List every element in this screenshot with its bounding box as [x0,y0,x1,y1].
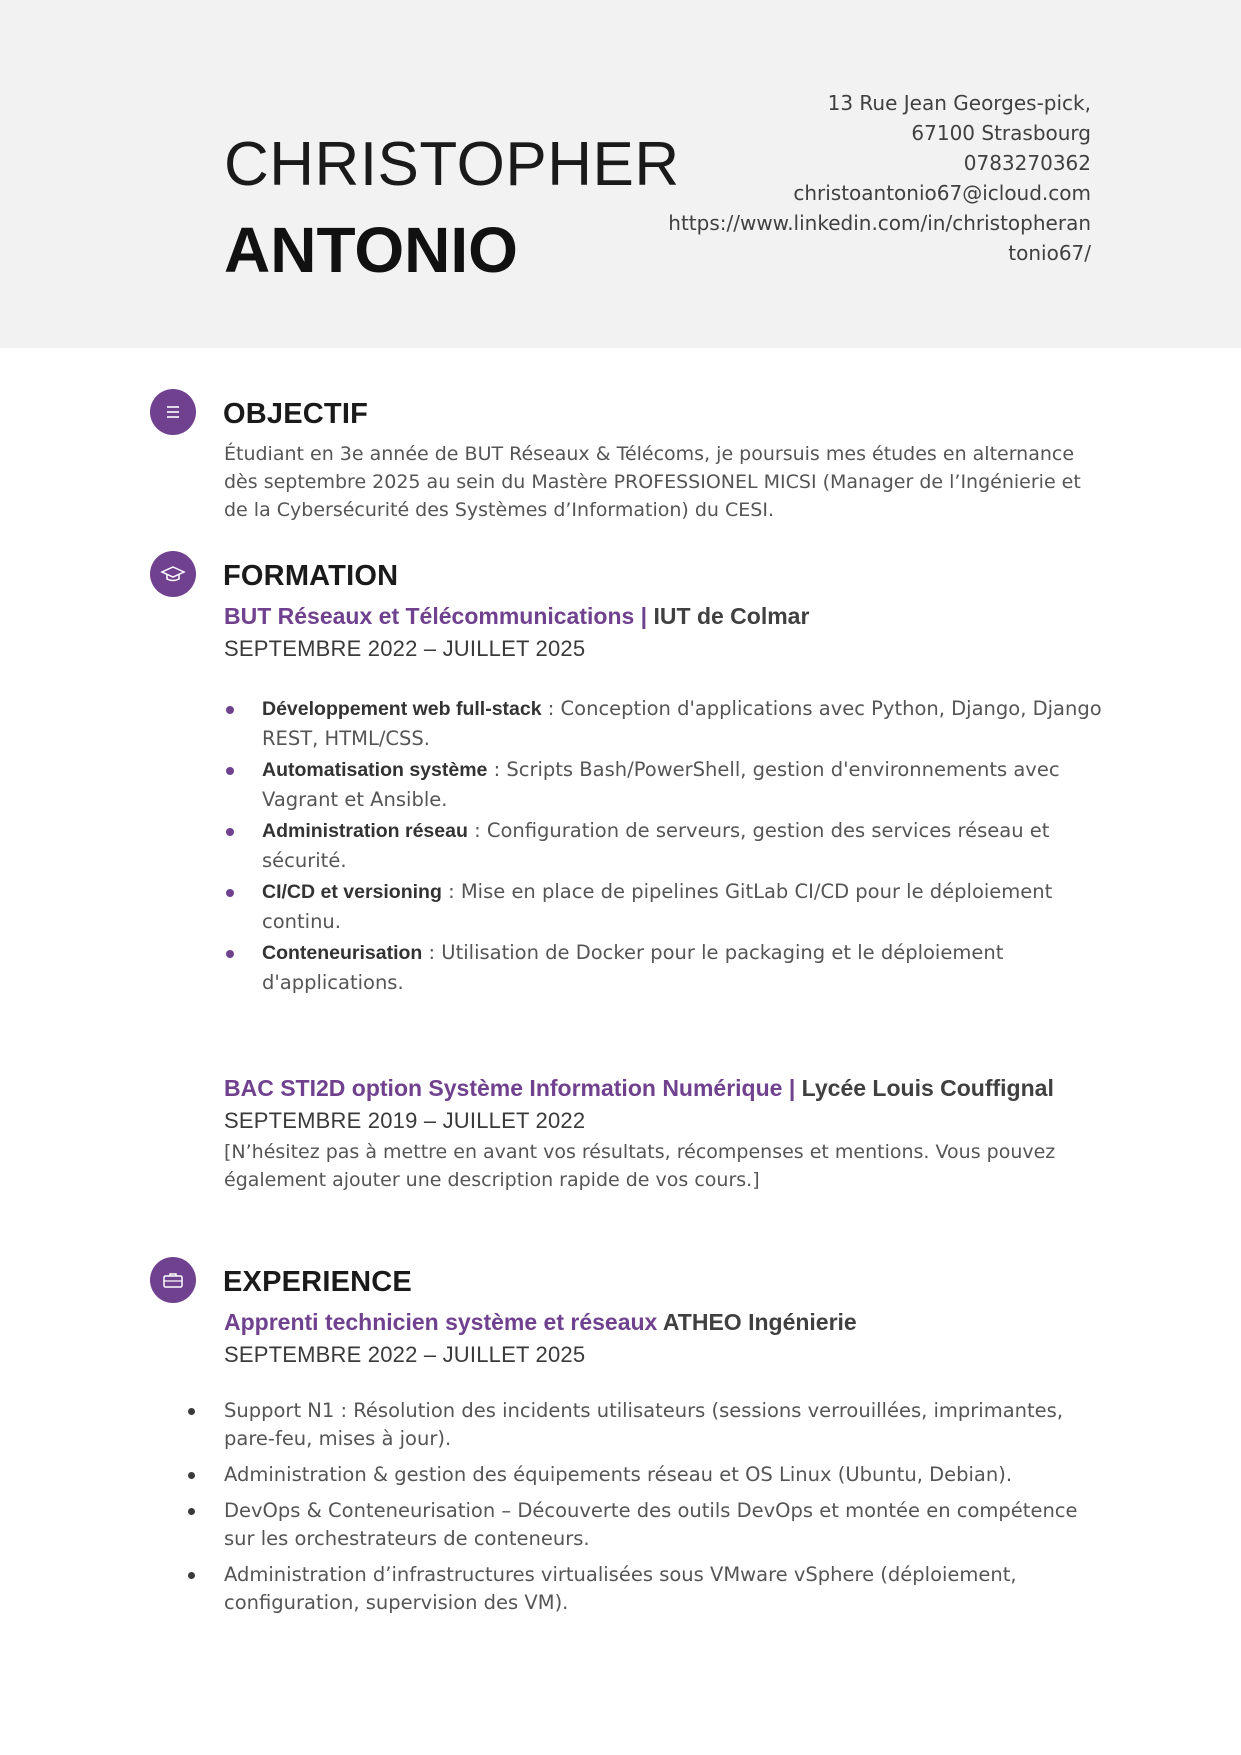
skill-label: Conteneurisation [262,942,423,964]
job-role: Apprenti technicien système et réseaux [224,1309,658,1335]
skill-label: Développement web full-stack [262,698,542,720]
contact-block [631,88,1091,268]
degree-separator: | [634,603,654,629]
list-item [224,938,1104,998]
experience-list [188,1397,1088,1625]
list-item [224,877,1104,937]
linkedin-link-line-2[interactable]: tonio67/ [1008,241,1091,265]
skill-label: Automatisation système [262,759,488,781]
job-heading [224,1309,857,1336]
objectif-text: Étudiant en 3e année de BUT Réseaux & Télécoms, je poursuis mes études en alternance dès septembre 2025 au sein du Mastère PROFESSIONEL MICSI (Manager de l’Ingénierie et de la Cybersécurité des Systèmes d’Information) du CESI. [224,443,1081,521]
skill-label: CI/CD et versioning [262,881,442,903]
degree-description: [N’hésitez pas à mettre en avant vos résultats, récompenses et mentions. Vous pouvez également ajouter une description rapide de vos cours.] [224,1141,1056,1191]
skills-list [224,694,1104,999]
list-item: DevOps & Conteneurisation – Découverte des outils DevOps et montée en compétence sur les orchestrateurs de conteneurs. [188,1497,1088,1553]
school-name: IUT de Colmar [653,603,810,629]
graduation-cap-icon [150,551,196,597]
phone: 0783270362 [963,151,1091,175]
degree-dates: SEPTEMBRE 2022 – JUILLET 2025 [224,636,586,661]
section-title-experience: EXPERIENCE [223,1266,412,1298]
job-dates: SEPTEMBRE 2022 – JUILLET 2025 [224,1342,586,1367]
degree-name: BUT Réseaux et Télécommunications [224,603,635,629]
email-link[interactable]: christoantonio67@icloud.com [793,181,1091,205]
skill-text: : Scripts Bash/PowerShell, gestion d'environnements avec Vagrant et Ansible. [262,758,1060,811]
address-line-1: 13 Rue Jean Georges-pick, [827,91,1091,115]
list-icon [150,389,196,435]
section-title-objectif: OBJECTIF [223,398,368,430]
skill-label: Administration réseau [262,820,468,842]
briefcase-icon [150,1257,196,1303]
list-item: Support N1 : Résolution des incidents utilisateurs (sessions verrouillées, imprimantes, pare-feu, mises à jour). [188,1397,1088,1453]
company-name: ATHEO Ingénierie [662,1309,857,1335]
degree-separator: | [782,1075,802,1101]
linkedin-link-line-1[interactable]: https://www.linkedin.com/in/christopheran [668,211,1091,235]
skill-text: : Configuration de serveurs, gestion des services réseau et sécurité. [262,819,1050,872]
degree-heading-bac [224,1075,1054,1102]
skill-text: : Mise en place de pipelines GitLab CI/CD pour le déploiement continu. [262,880,1053,933]
list-item: Administration & gestion des équipements réseau et OS Linux (Ubuntu, Debian). [188,1461,1088,1489]
list-item: Administration d’infrastructures virtualisées sous VMware vSphere (déploiement, configuration, supervision des VM). [188,1561,1088,1617]
first-name: CHRISTOPHER [224,130,680,199]
skill-text: : Utilisation de Docker pour le packaging et le déploiement d'applications. [262,941,1004,994]
section-title-formation: FORMATION [223,560,399,592]
list-item [224,755,1104,815]
degree-dates: SEPTEMBRE 2019 – JUILLET 2022 [224,1108,586,1133]
degree-heading-but [224,603,809,630]
skill-text: : Conception d'applications avec Python, Django, Django REST, HTML/CSS. [262,697,1102,750]
degree-name: BAC STI2D option Système Information Numérique [224,1075,783,1101]
school-name: Lycée Louis Couffignal [801,1075,1054,1101]
list-item [224,694,1104,754]
address-line-2: 67100 Strasbourg [911,121,1091,145]
list-item [224,816,1104,876]
last-name: ANTONIO [224,214,518,286]
header-band [0,0,1241,348]
